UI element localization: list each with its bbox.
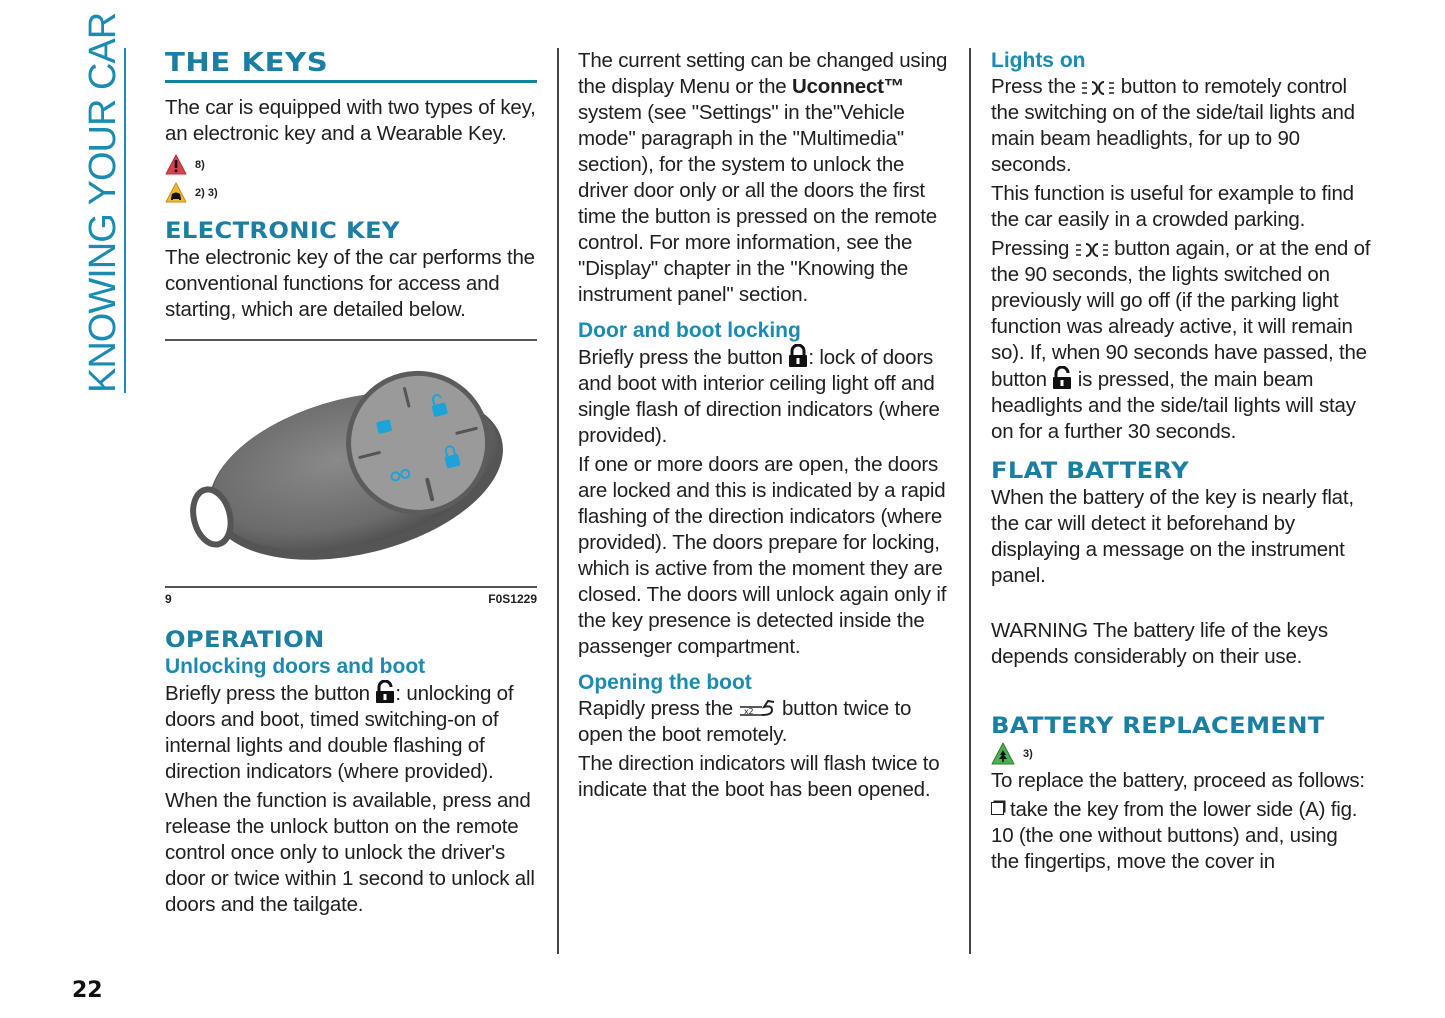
uconnect-brand: Uconnect™ (792, 75, 905, 98)
intro-paragraph: The car is equipped with two types of key, an electronic key and a Wearable Key. (165, 96, 536, 145)
replacement-intro-paragraph: To replace the battery, proceed as follows: (991, 769, 1365, 792)
environment-note (991, 740, 1371, 768)
lock-icon (788, 344, 808, 368)
side-tab-rule (124, 48, 126, 393)
electronic-key-paragraph: The electronic key of the car performs the conventional functions for access and starting, which are detailed below. (165, 246, 535, 321)
heading-flat-battery: FLAT BATTERY (991, 459, 1189, 484)
chapter-title: KNOWING YOUR CAR (82, 12, 124, 393)
boot-paragraph: Rapidly press the x2 button twice to open the boot remotely. (578, 697, 912, 746)
side-lights-icon (1075, 241, 1109, 259)
note-ref: 2) 3) (195, 187, 218, 199)
battery-warning-paragraph: WARNING The battery life of the keys depends considerably on their use. (991, 619, 1328, 668)
lights-useful-paragraph: This function is useful for example to find the car easily in a crowded parking. (991, 182, 1354, 231)
replacement-step-1: take the key from the lower side (A) fig. 10 (the one without buttons) and, using the fingertips, move the cover in (991, 798, 1358, 873)
flat-battery-paragraph: When the battery of the key is nearly flat, the car will detect it beforehand by displaying a message on the instrument panel. (991, 486, 1354, 587)
unlocking-paragraph: Briefly press the button : unlocking of doors and boot, timed switching-on of internal lights and double flashing of direction indicators (where provided). (165, 682, 514, 783)
warning-car-icon (165, 182, 187, 204)
unlock-icon (375, 680, 395, 704)
heading-battery-replacement: BATTERY REPLACEMENT (991, 714, 1325, 739)
note-ref: 3) (1023, 748, 1033, 760)
subheading-unlocking: Unlocking doors and boot (165, 655, 426, 678)
warning-danger-icon (165, 154, 187, 176)
figure-electronic-key (165, 339, 537, 586)
subheading-lights-on: Lights on (991, 49, 1086, 72)
column-divider (557, 48, 559, 954)
column-1 (165, 48, 537, 918)
key-fob-image (165, 341, 537, 586)
title-underline (165, 80, 537, 83)
column-3 (991, 48, 1371, 875)
caution-note (165, 179, 537, 207)
svg-text:x2: x2 (744, 707, 754, 716)
column-2 (578, 48, 953, 803)
locking-open-doors-paragraph: If one or more doors are open, the doors are locked and this is indicated by a rapid flashing of the direction indicators (where provided). The doors prepare for locking, which is active from the moment they are closed. The doors will unlock again only if the key presence is detected inside the passenger compartment. (578, 453, 947, 658)
warning-note (165, 151, 537, 179)
lights-again-paragraph: Pressing button again, or at the end of the 90 seconds, the lights switched on previously will go off (if the parking light function was already active, it will remain so). If, when 90 seconds have passed, the button is pressed, the main beam headlights and the side/tail lights will stay on for a further 30 seconds. (991, 237, 1371, 443)
locking-paragraph: Briefly press the button : lock of doors and boot with interior ceiling light off and single flash of direction indicators (where provided). (578, 346, 940, 447)
heading-operation: OPERATION (165, 628, 325, 653)
boot-x2-icon (738, 699, 776, 719)
page-number: 22 (72, 978, 103, 1003)
setting-paragraph: The current setting can be changed using the display Menu or the Uconnect™ system (see "Settings" in the"Vehicle mode" paragraph in the "Multimedia" section), for the system to unlock the driver door only or all the doors the first time the button is pressed on the remote control. For more information, see the "Display" chapter in the "Knowing the instrument panel" section. (578, 49, 948, 306)
subheading-opening-boot: Opening the boot (578, 671, 752, 694)
heading-electronic-key: ELECTRONIC KEY (165, 219, 400, 244)
chapter-side-tab (70, 12, 130, 393)
figure-code: F0S1229 (488, 592, 537, 606)
column-divider (969, 48, 971, 954)
checkbox-bullet-icon (991, 802, 1004, 815)
subheading-door-locking: Door and boot locking (578, 319, 801, 342)
boot-indicators-paragraph: The direction indicators will flash twice to indicate that the boot has been opened. (578, 752, 940, 801)
figure-number: 9 (165, 592, 172, 606)
side-lights-icon (1081, 79, 1115, 97)
note-ref: 8) (195, 159, 205, 171)
unlocking-function-paragraph: When the function is available, press and release the unlock button on the remote control once only to unlock the driver's door or twice within 1 second to unlock all doors and the tailgate. (165, 789, 535, 916)
environment-icon (991, 742, 1015, 766)
section-title-the-keys: THE KEYS (165, 48, 329, 78)
figure-caption (165, 586, 537, 606)
unlock-icon (1052, 366, 1072, 390)
lights-paragraph: Press the button to remotely control the switching on of the side/tail lights and main beam headlights, for up to 90 seconds. (991, 75, 1355, 176)
